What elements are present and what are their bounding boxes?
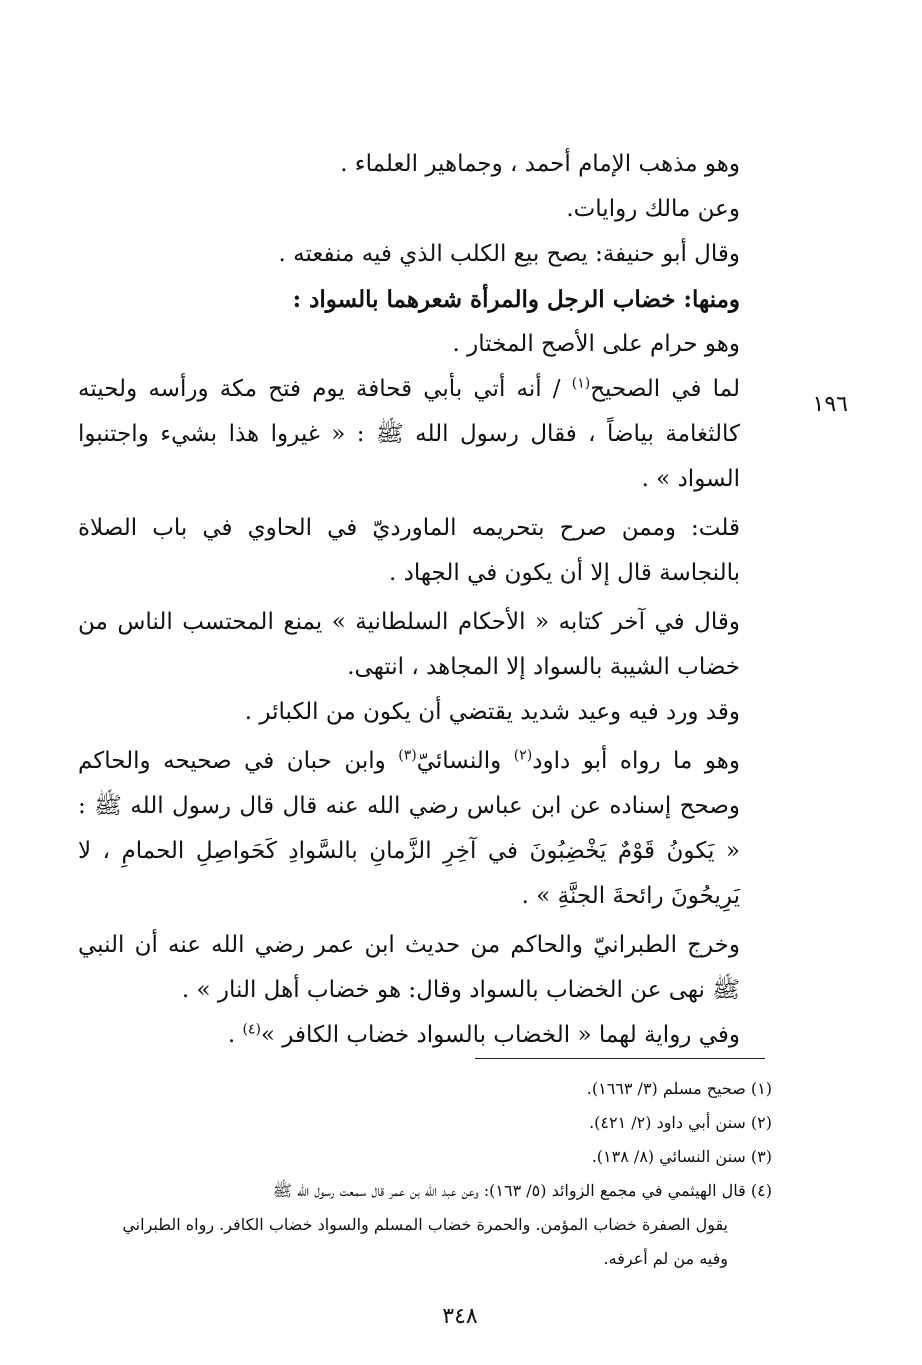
footnote-ref: (١) (571, 375, 591, 392)
paragraph: وهو مذهب الإمام أحمد ، وجماهير العلماء . (340, 151, 740, 177)
footnote-ref: (٤) (242, 1021, 261, 1038)
paragraph (78, 367, 780, 502)
paragraph: وقال في آخر كتابه « الأحكام السلطانية » يمنع المحتسب الناس من خضاب الشيبة بالسواد إلا المجاهد ، انتهى. (78, 609, 740, 680)
paragraph: وقال أبو حنيفة: يصح بيع الكلب الذي فيه منفعته . (278, 241, 740, 267)
footnote-ref: (٣) (398, 747, 417, 764)
footnote-continuation: وفيه من لم أعرفه. (603, 1249, 728, 1268)
footnote: (١) صحيح مسلم (٣/ ١٦٦٣). (586, 1079, 772, 1098)
footnote: (٣) سنن النسائي (٨/ ١٣٨). (591, 1147, 772, 1166)
paragraph-text: . (227, 1022, 243, 1048)
paragraph: وخرج الطبرانيّ والحاكم من حديث ابن عمر رضي الله عنه أن النبي ﷺ نهى عن الخضاب بالسواد وقال: هو خضاب أهل النار » . (78, 932, 740, 1003)
footnote-continuation: يقول الصفرة خضاب المؤمن. والحمرة خضاب المسلم والسواد خضاب الكافر. رواه الطبراني (122, 1215, 728, 1234)
paragraph (78, 1013, 780, 1058)
main-text (78, 142, 780, 1058)
footnote: (٤) قال الهيثمي في مجمع الزوائد (٥/ ١٦٣): وعن عبد الله بن عمر قال سمعت رسول الله ﷺ (272, 1181, 772, 1200)
footnotes (66, 1072, 772, 1276)
section-heading: ومنها: خضاب الرجل والمرأة شعرهما بالسواد : (292, 286, 740, 313)
paragraph-text: / أنه أتي بأبي قحافة يوم فتح مكة ورأسه ولحيته كالثغامة بياضاً ، فقال رسول الله ﷺ : « غيروا هذا بشيء واجتنبوا السواد » . (78, 376, 740, 492)
page-number: ٣٤٨ (442, 1304, 478, 1329)
paragraph-text: لما في الصحيح (590, 376, 740, 402)
footnote-ref: (٢) (513, 747, 533, 764)
paragraph (78, 739, 780, 919)
paragraph-text: والنسائيّ (416, 748, 514, 774)
footnote: (٢) سنن أبي داود (٢/ ٤٢١). (589, 1113, 772, 1132)
paragraph-text: وهو ما رواه أبو داود (532, 748, 740, 774)
footnote-divider (475, 1058, 765, 1059)
paragraph: وقد ورد فيه وعيد شديد يقتضي أن يكون من الكبائر . (244, 699, 740, 725)
paragraph-text: وفي رواية لهما « الخضاب بالسواد خضاب الكافر » (260, 1022, 740, 1048)
paragraph: وهو حرام على الأصح المختار . (452, 331, 740, 357)
margin-page-number: ١٩٦ (812, 392, 848, 417)
paragraph-text: وابن حبان في صحيحه والحاكم وصحح إسناده عن ابن عباس رضي الله عنه قال قال رسول الله ﷺ : « يَكونُ قَوْمٌ يَخْضِبُونَ في آخِرِ الزَّمانِ بالسَّوادِ كَحَواصِلِ الحمامِ ، لا يَرِيحُونَ رائحةَ الجنَّةِ » . (78, 748, 740, 909)
paragraph: قلت: وممن صرح بتحريمه الماورديّ في الحاوي في باب الصلاة بالنجاسة قال إلا أن يكون في الجهاد . (78, 515, 740, 586)
paragraph: وعن مالك روايات. (566, 196, 740, 222)
